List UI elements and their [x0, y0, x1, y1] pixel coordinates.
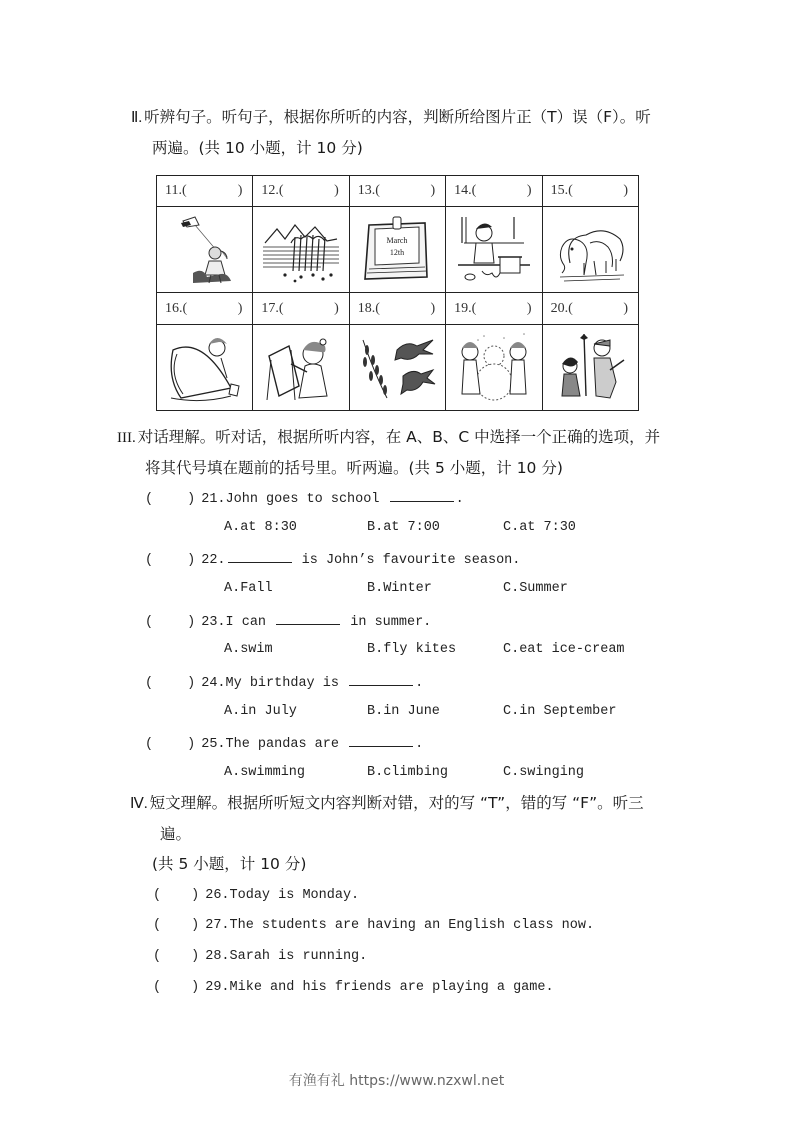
answer-cell-13[interactable]: 13.( ): [349, 176, 445, 207]
section-3-instructions: 对话理解。听对话，根据所听内容，在 A、B、C 中选择一个正确的选项，并: [137, 428, 661, 446]
label-row-2: [157, 293, 639, 324]
section-2-numeral: Ⅱ.: [131, 110, 143, 126]
section-2-instructions: 听辨句子。听句子，根据你所听的内容，判断所给图片正（T）误（F）。听: [144, 108, 651, 126]
question-29: ( ) 29.Mike and his friends are playing a game.: [153, 980, 554, 995]
answer-cell-12[interactable]: 12.( ): [253, 176, 349, 207]
section-3-numeral: III.: [117, 430, 136, 446]
q23-option-a: A.swim: [224, 642, 273, 657]
picture-cell-20: [542, 324, 638, 410]
answer-cell-20[interactable]: 20.( ): [542, 293, 638, 324]
question-26: ( ) 26.Today is Monday.: [153, 888, 360, 903]
q22-option-b: B.Winter: [367, 581, 432, 596]
question-28: ( ) 28.Sarah is running.: [153, 949, 368, 964]
picture-cell-18: [349, 324, 445, 410]
q23-option-b: B.fly kites: [367, 642, 457, 657]
q25-option-b: B.climbing: [367, 765, 449, 780]
blank-24: [349, 672, 413, 686]
picture-cell-14: [446, 207, 542, 293]
section-4-heading-line1: [130, 793, 644, 814]
blank-25: [349, 733, 413, 747]
calendar-illustration: [357, 213, 437, 287]
mountains-river-illustration: [261, 213, 341, 287]
answer-paren-24[interactable]: (: [145, 676, 154, 691]
picture-cell-13: [349, 207, 445, 293]
picture-cell-11: [157, 207, 253, 293]
question-22: ( ) 22. is John’s favourite season.: [145, 549, 520, 570]
answer-paren-21[interactable]: (: [145, 492, 154, 507]
picture-cell-12: [253, 207, 349, 293]
picture-table: [156, 175, 639, 411]
section-2-heading-line1: [131, 107, 651, 128]
section-3-heading-line1: [117, 427, 660, 448]
picture-cell-17: [253, 324, 349, 410]
question-24: ( ) 24.My birthday is .: [145, 672, 423, 693]
q21-option-c: C.at 7:30: [503, 520, 576, 535]
section-3-heading-line2: 将其代号填在题前的括号里。听两遍。(共 5 小题，计 10 分): [145, 459, 563, 477]
answer-cell-15[interactable]: 15.( ): [542, 176, 638, 207]
answer-paren-28[interactable]: (: [153, 949, 162, 964]
answer-cell-16[interactable]: 16.( ): [157, 293, 253, 324]
answer-paren-23[interactable]: (: [145, 615, 154, 630]
q21-option-a: A.at 8:30: [224, 520, 297, 535]
answer-cell-18[interactable]: 18.( ): [349, 293, 445, 324]
q24-option-b: B.in June: [367, 704, 440, 719]
kids-snowman-illustration: [454, 330, 534, 404]
swallows-willow-illustration: [357, 330, 437, 404]
q24-option-a: A.in July: [224, 704, 297, 719]
section-4-heading-line3: (共 5 小题，计 10 分): [152, 855, 307, 873]
section-4-heading-line2: 遍。: [160, 825, 192, 843]
q22-option-a: A.Fall: [224, 581, 273, 596]
section-2-heading-line2: 两遍。(共 10 小题，计 10 分): [152, 139, 363, 157]
elephants-illustration: [550, 213, 630, 287]
answer-cell-14[interactable]: 14.( ): [446, 176, 542, 207]
answer-cell-11[interactable]: 11.( ): [157, 176, 253, 207]
question-21: ( ) 21.John goes to school .: [145, 488, 464, 509]
answer-paren-27[interactable]: (: [153, 918, 162, 933]
answer-cell-19[interactable]: 19.( ): [446, 293, 542, 324]
footer-watermark: 有渔有礼 https://www.nzxwl.net: [288, 1073, 505, 1089]
q23-option-c: C.eat ice-cream: [503, 642, 625, 657]
question-23: ( ) 23.I can in summer.: [145, 611, 431, 632]
section-4-instructions: 短文理解。根据所听短文内容判断对错，对的写 “T”，错的写 “F”。听三: [149, 794, 644, 812]
answer-paren-26[interactable]: (: [153, 888, 162, 903]
planting-tree-illustration: [550, 330, 630, 404]
q24-option-c: C.in September: [503, 704, 617, 719]
picture-row-2: [157, 324, 639, 410]
picture-cell-19: [446, 324, 542, 410]
question-25: ( ) 25.The pandas are .: [145, 733, 423, 754]
svg-text:12th: 12th: [390, 247, 405, 257]
girl-flying-kite-illustration: [165, 213, 245, 287]
blank-21: [390, 488, 454, 502]
answer-paren-22[interactable]: (: [145, 553, 154, 568]
label-row-1: [157, 176, 639, 207]
girl-watermelon-illustration: [165, 330, 245, 404]
blank-23: [276, 611, 340, 625]
blank-22: [228, 549, 292, 563]
girl-painting-illustration: [261, 330, 341, 404]
q25-option-c: C.swinging: [503, 765, 585, 780]
picture-row-1: [157, 207, 639, 293]
q22-option-c: C.Summer: [503, 581, 568, 596]
picture-cell-15: [542, 207, 638, 293]
section-4-numeral: Ⅳ.: [130, 796, 148, 812]
picture-cell-16: [157, 324, 253, 410]
q25-option-a: A.swimming: [224, 765, 306, 780]
boy-cooking-illustration: [454, 213, 534, 287]
svg-text:March: March: [387, 235, 408, 245]
answer-paren-25[interactable]: (: [145, 737, 154, 752]
question-27: ( ) 27.The students are having an English class now.: [153, 918, 595, 933]
answer-paren-29[interactable]: (: [153, 980, 162, 995]
q21-option-b: B.at 7:00: [367, 520, 440, 535]
answer-cell-17[interactable]: 17.( ): [253, 293, 349, 324]
